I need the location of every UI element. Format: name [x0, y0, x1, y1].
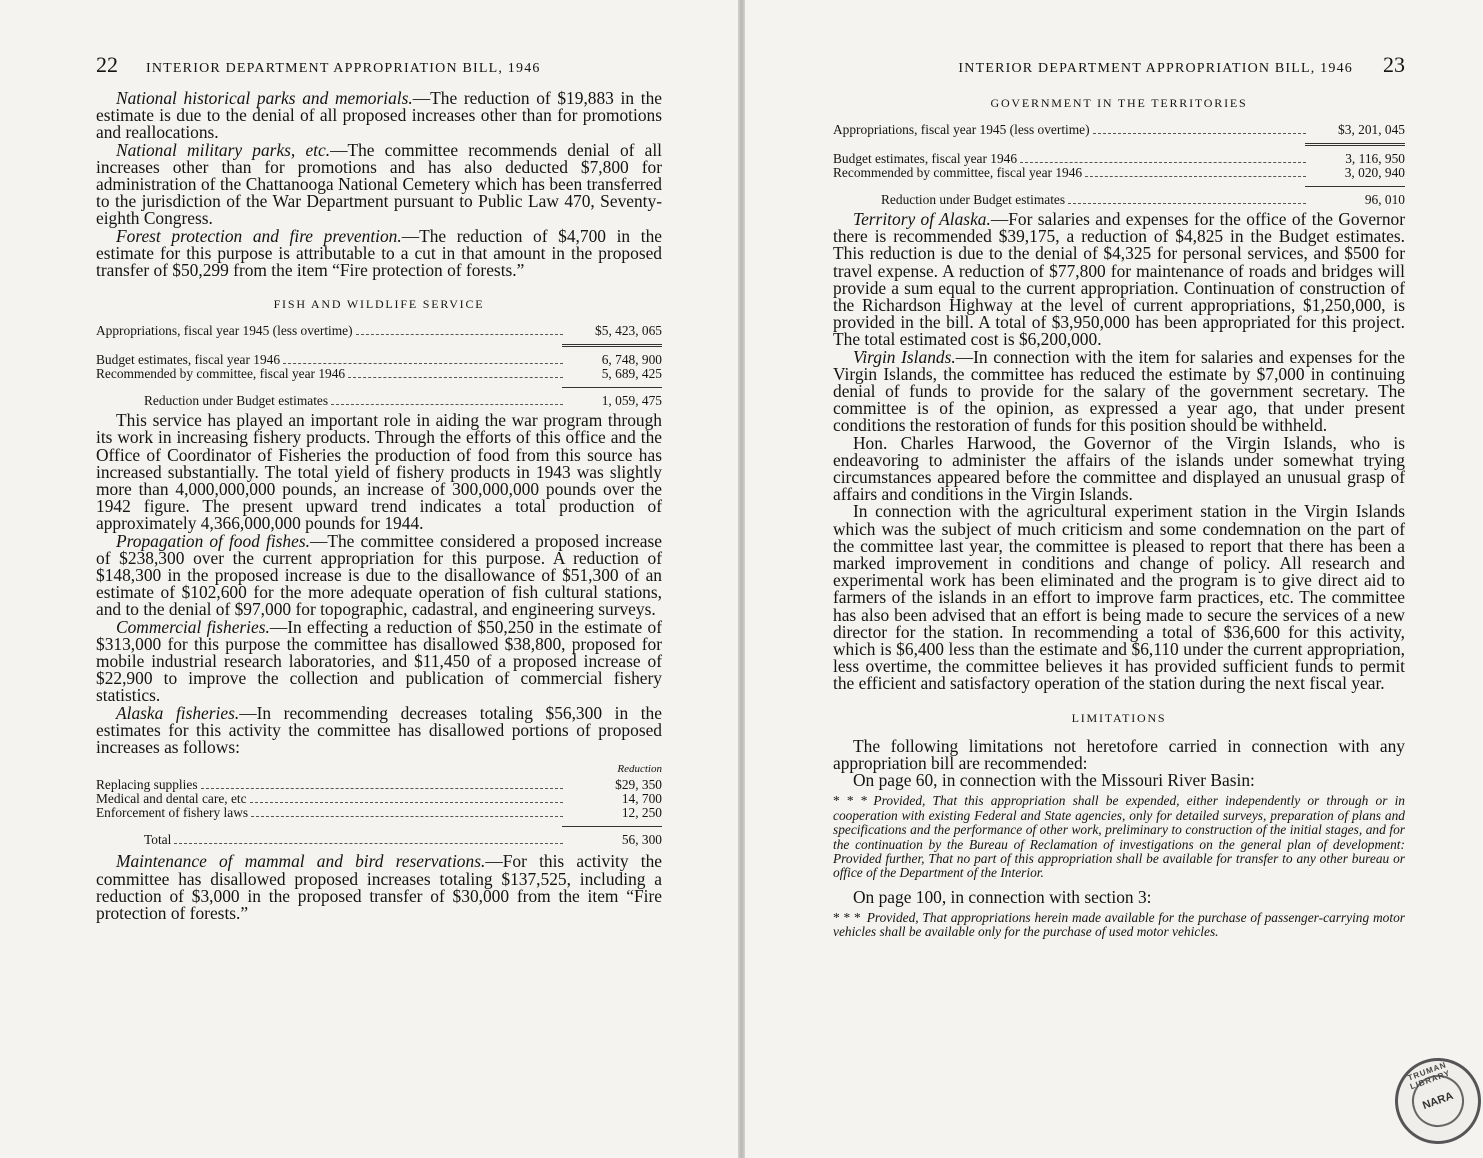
table-row: [96, 792, 662, 806]
table-divider: [562, 387, 662, 388]
paragraph-title: Territory of Alaska.: [853, 209, 991, 229]
quote-text: Provided, That this appropriation shall be expended, either independently or through or in cooperation with existing Federal and State agencies, only for detailed surveys, preparation of plans and specifications and the performance of other work, preliminary to construction of the initial stages, and for the continuation by the Bureau of Reclamation of investigations on the general plan of development: Provided further, That no part of this appropriation shall be available for transfer to any other bureau or office of the Department of the Interior.: [833, 793, 1405, 881]
row-label: Reduction under Budget estimates: [881, 192, 1066, 207]
table-divider: [1305, 186, 1405, 187]
paragraph-title: Propagation of food fishes.: [116, 530, 310, 551]
paragraph-title: National military parks, etc.: [116, 139, 331, 160]
alaska-reduction-table: [96, 762, 662, 847]
table-row: [833, 152, 1405, 166]
paragraph-title: Virgin Islands.: [853, 346, 956, 367]
library-stamp: [1383, 1046, 1483, 1156]
row-amount: $29, 350: [615, 777, 662, 793]
row-amount: 3, 020, 940: [1344, 165, 1405, 180]
row-amount: 96, 010: [1364, 192, 1405, 207]
paragraph-propagation: [96, 530, 662, 620]
table-divider: [1305, 143, 1405, 146]
row-amount: 14, 700: [621, 791, 662, 807]
paragraph-text: —The reduction of $4,700 in the estimate for this purpose is attributable to a cut in that amount in the proposed transfer of $50,299 from the item “Fire protection of forests.”: [96, 225, 662, 281]
stamp-ring-text: TRUMAN LIBRARY: [1406, 1060, 1452, 1092]
paragraph-title: National historical parks and memorials.: [116, 88, 413, 108]
row-amount: 56, 300: [621, 832, 662, 848]
table-row: [96, 353, 662, 367]
territories-table: [833, 123, 1405, 207]
paragraph-title: Forest protection and fire prevention.: [116, 225, 402, 246]
quoted-proviso-vehicles: [833, 911, 1405, 940]
table-row: [96, 324, 662, 338]
paragraph-text: —For this activity the committee has disallowed proposed increases totaling $137,525, including a reduction of $3,000 in the proposed transfer of $30,000 from the item “Fire protection of forests.”: [96, 851, 663, 923]
section-heading-fish-wildlife: FISH AND WILDLIFE SERVICE: [273, 297, 485, 312]
section-heading-limitations: LIMITATIONS: [1071, 710, 1167, 725]
paragraph-text: —The committee recommends denial of all increases other than for promotions and has also deducted $7,800 for administration of the Chattanooga National Cemetery which has been transferred to the jurisdiction of the War Department pursuant to Public Law 470, Seventy-eighth Congress.: [96, 139, 662, 229]
row-amount: 5, 689, 425: [601, 366, 662, 382]
table-row: [96, 806, 662, 820]
paragraph-text: —The committee considered a proposed increase of $238,300 over the current appropriation for this purpose. A reduction of $148,300 in the proposed increase is due to the disallowance of $51,300 of an estimate of $102,600 for the more adequate operation of fish cultural stations, and to the denial of $97,000 for topographic, cadastral, and engineering surveys.: [96, 530, 662, 620]
row-label: Total: [144, 832, 172, 848]
paragraph-limitations-intro: The following limitations not heretofore carried in connection with any appropriation bill are recommended:: [833, 735, 1405, 773]
ellipsis-stars: * * *: [833, 909, 861, 925]
paragraph-title: Commercial fisheries.: [116, 616, 270, 637]
paragraph-page-60: On page 60, in connection with the Missouri River Basin:: [853, 770, 1255, 791]
ellipsis-stars: * * *: [833, 793, 868, 809]
right-running-head: [833, 52, 1405, 90]
right-page: [745, 0, 1483, 1158]
row-label: Recommended by committee, fiscal year 1946: [96, 366, 346, 382]
paragraph-virgin-islands: [833, 346, 1405, 436]
table-divider: [562, 826, 662, 827]
table-row-total: [96, 833, 662, 847]
paragraph-alaska-fisheries: [96, 702, 662, 758]
row-amount: 6, 748, 900: [601, 352, 662, 368]
paragraph-military-parks: [96, 139, 662, 229]
book-gutter: [738, 0, 745, 1158]
paragraph-page-100: On page 100, in connection with section 3:: [853, 886, 1152, 907]
table-row: [833, 123, 1405, 137]
paragraph-forest-protection: [96, 225, 662, 281]
paragraph-text: —For salaries and expenses for the office of the Governor there is recommended $39,175, a reduction of $4,825 in the Budget estimates. This reduction is due to the denial of $4,325 for personal services, and $500 for travel expense. A reduction of $77,800 for maintenance of roads and bridges will provide a sum equal to the current appropriation. Continuation of construction of the Richardson Highway at the level of current appropriations, $1,250,000, is provided in the bill. A total of $3,950,000 has been appropriated for this project. The total estimated cost is $6,200,000.: [833, 209, 1406, 350]
row-label: Medical and dental care, etc: [96, 791, 247, 807]
paragraph-historical-parks: [96, 90, 662, 142]
row-label: Enforcement of fishery laws: [96, 805, 249, 821]
row-label: Recommended by committee, fiscal year 1946: [833, 165, 1083, 180]
table-row: [96, 778, 662, 792]
left-page: [0, 0, 738, 1158]
paragraph-territory-alaska: [833, 211, 1405, 349]
paragraph-title: Alaska fisheries.: [116, 702, 240, 723]
running-head-title: INTERIOR DEPARTMENT APPROPRIATION BILL, 1946: [146, 61, 541, 76]
paragraph-title: Maintenance of mammal and bird reservations.: [116, 851, 486, 872]
stamp-center-text: NARA: [1405, 1068, 1472, 1135]
table-divider: [562, 344, 662, 347]
table-row: [96, 394, 662, 408]
quote-text: Provided, That appropriations herein made available for the purchase of passenger-carrying motor vehicles shall be available only for the purchase of used motor vehicles.: [833, 909, 1405, 940]
row-amount: 1, 059, 475: [601, 393, 662, 409]
row-label: Appropriations, fiscal year 1945 (less overtime): [833, 122, 1090, 137]
page-number: 22: [96, 52, 118, 77]
row-amount: $5, 423, 065: [595, 323, 662, 339]
row-amount: $3, 201, 045: [1338, 122, 1405, 137]
row-label: Budget estimates, fiscal year 1946: [833, 151, 1018, 166]
running-head-title: INTERIOR DEPARTMENT APPROPRIATION BILL, 1946: [958, 61, 1353, 76]
quoted-proviso-missouri: [833, 794, 1405, 880]
right-page-content: [833, 52, 1405, 948]
page-number: 23: [1383, 52, 1405, 77]
row-amount: 12, 250: [621, 805, 662, 821]
section-heading-territories: GOVERNMENT IN THE TERRITORIES: [990, 96, 1248, 110]
row-label: Appropriations, fiscal year 1945 (less overtime): [96, 323, 353, 339]
table-row: [833, 193, 1405, 207]
table-row: [833, 166, 1405, 180]
paragraph-text: —In recommending decreases totaling $56,300 in the estimates for this activity the committee has disallowed portions of proposed increases as follows:: [96, 702, 662, 758]
left-page-content: [96, 52, 662, 922]
table-row: [96, 367, 662, 381]
row-label: Budget estimates, fiscal year 1946: [96, 352, 281, 368]
paragraph-mammal-bird: [96, 853, 662, 922]
paragraph-commercial-fisheries: [96, 616, 662, 706]
row-amount: 3, 116, 950: [1345, 151, 1405, 166]
paragraph-text: —The reduction of $19,883 in the estimate is due to the denial of all proposed increases other than for promotions and reallocations.: [96, 88, 662, 143]
reduction-column-header: Reduction: [617, 763, 662, 776]
paragraph-experiment-station: In connection with the agricultural experiment station in the Virgin Islands which was the subject of much criticism and some condemnation on the part of the committee last year, the committee is pleased to report that there has been a marked improvement in conditions and change of policy. All research and experimental work has been eliminated and the program is to give direct aid to farmers of the islands in an effort to improve farm practices, etc. The committee has also been advised that an effort is being made to secure the services of a new director for the station. In recommending a total of $36,600 for this activity, which is $6,400 less than the estimate and $6,110 under the current appropriation, less overtime, the committee believes it has provided sufficient funds to permit the efficient and satisfactory operation of the station during the next fiscal year.: [833, 501, 1405, 694]
fish-wildlife-table: [96, 324, 662, 408]
paragraph-text: —In effecting a reduction of $50,250 in the estimate of $313,000 for this purpose the committee has disallowed $38,800, proposed for mobile industrial research laboratories, and $11,450 of a proposed increase of $22,900 to improve the collection and publication of commercial fishery statistics.: [96, 616, 662, 706]
paragraph-text: —In connection with the item for salaries and expenses for the Virgin Islands, the committee has reduced the estimate by $7,000 in continuing denial of funds to provide for the salary of the government secretary. The committee is of the opinion, as expressed a year ago, that under present conditions the restoration of funds for this position should be withheld.: [833, 346, 1405, 436]
paragraph-governor: Hon. Charles Harwood, the Governor of the Virgin Islands, who is endeavoring to administer the affairs of the islands under somewhat trying circumstances appeared before the committee and displayed an unusual grasp of affairs and conditions in the Virgin Islands.: [833, 432, 1405, 505]
row-label: Replacing supplies: [96, 777, 198, 793]
row-label: Reduction under Budget estimates: [144, 393, 329, 409]
paragraph-service-role: This service has played an important role in aiding the war program through its work in increasing fishery products. Through the efforts of this office and the Office of Coordinator of Fisheries the production of food from this source has increased substantially. The total yield of fishery products in 1943 was slightly more than 4,000,000,000 pounds, an increase of 300,000,000 pounds over the 1942 figure. The present upward trend indicates a total production of approximately 4,366,000,000 pounds for 1944.: [96, 410, 662, 534]
left-running-head: [96, 52, 662, 90]
